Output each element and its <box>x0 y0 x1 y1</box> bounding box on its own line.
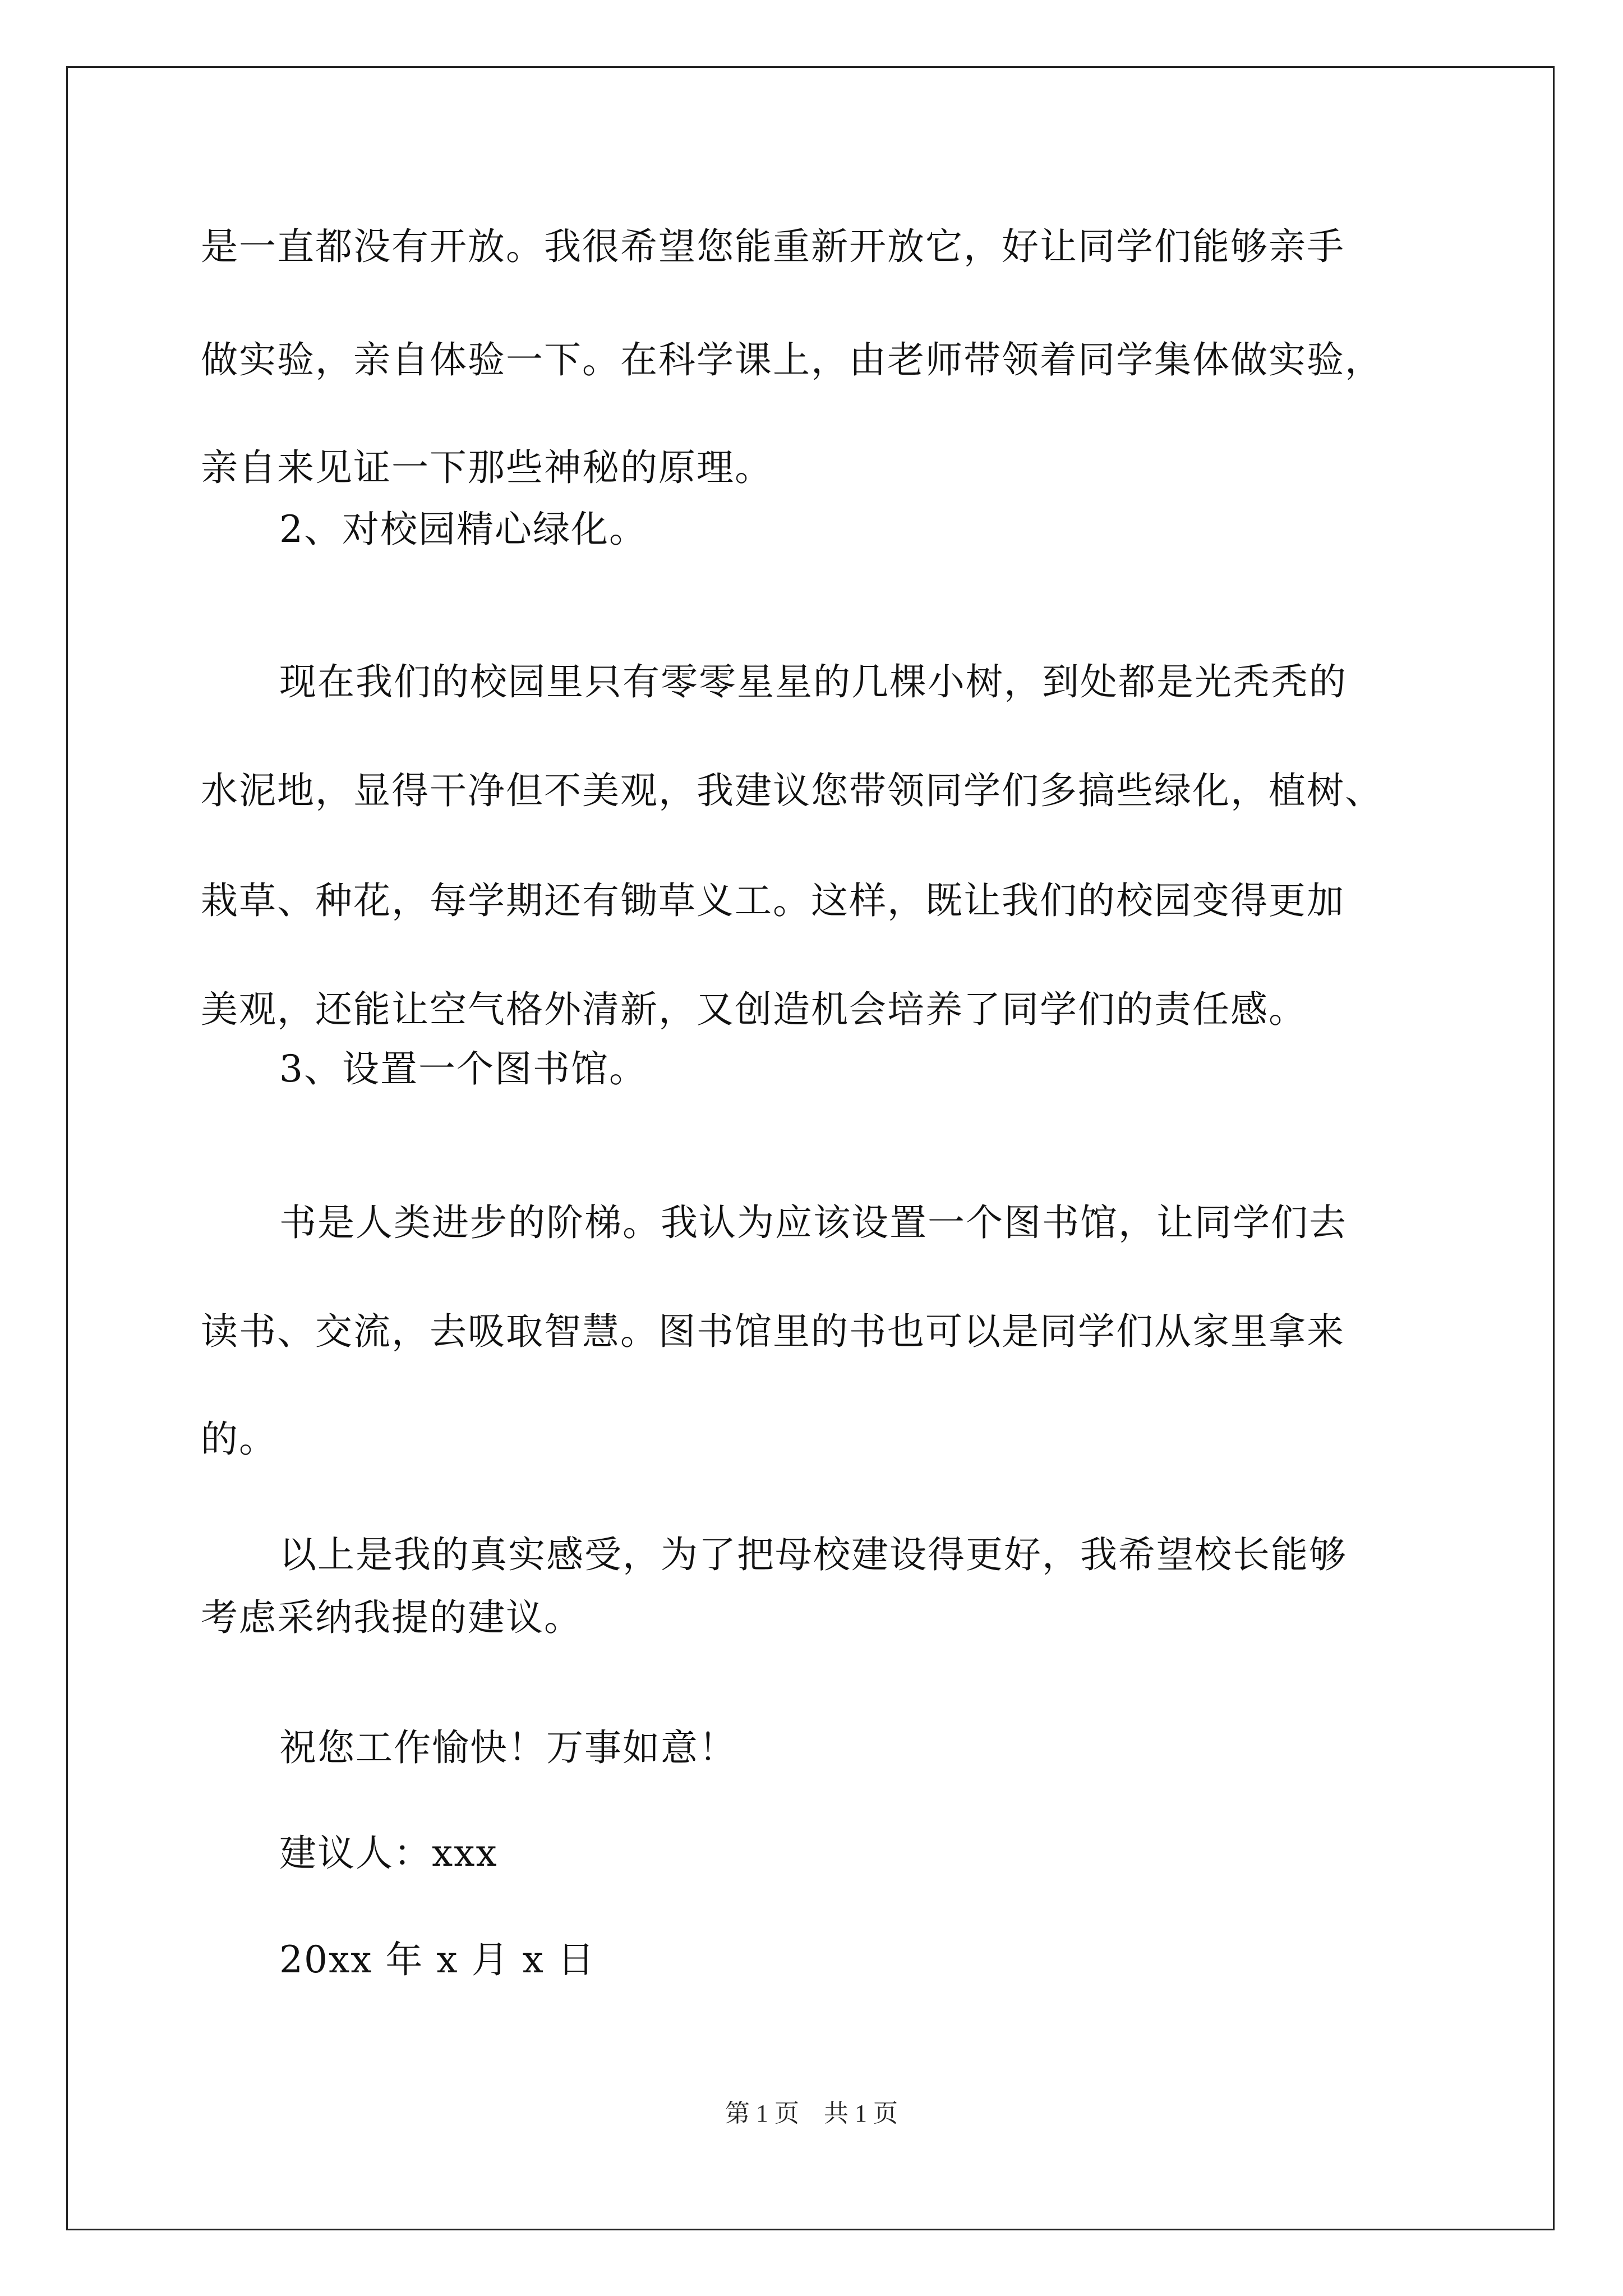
date-line: 20xx 年 x 月 x 日 <box>279 1938 596 1981</box>
section-heading-3: 3、设置一个图书馆。 <box>279 1047 647 1091</box>
page-border <box>66 66 1555 2230</box>
signer: 建议人：xxx <box>279 1832 498 1875</box>
body-line: 现在我们的校园里只有零零星星的几棵小树，到处都是光秃秃的 <box>279 660 1347 703</box>
body-line: 做实验，亲自体验一下。在科学课上，由老师带领着同学集体做实验， <box>201 338 1383 381</box>
body-line: 水泥地，显得干净但不美观，我建议您带领同学们多搞些绿化，植树、 <box>201 769 1383 812</box>
body-line: 考虑采纳我提的建议。 <box>201 1596 582 1639</box>
body-line: 亲自来见证一下那些神秘的原理。 <box>201 446 773 489</box>
body-line: 书是人类进步的阶梯。我认为应该设置一个图书馆，让同学们去 <box>279 1201 1347 1244</box>
body-line: 读书、交流，去吸取智慧。图书馆里的书也可以是同学们从家里拿来 <box>201 1310 1345 1353</box>
body-line: 以上是我的真实感受，为了把母校建设得更好，我希望校长能够 <box>279 1533 1347 1576</box>
section-heading-2: 2、对校园精心绿化。 <box>279 508 647 551</box>
closing-greeting: 祝您工作愉快！万事如意！ <box>279 1726 737 1769</box>
page-number-footer: 第 1 页 共 1 页 <box>725 2100 898 2127</box>
body-line: 的。 <box>201 1418 277 1461</box>
body-line: 是一直都没有开放。我很希望您能重新开放它，好让同学们能够亲手 <box>201 225 1345 268</box>
body-line: 栽草、种花，每学期还有锄草义工。这样，既让我们的校园变得更加 <box>201 879 1345 922</box>
body-line: 美观，还能让空气格外清新，又创造机会培养了同学们的责任感。 <box>201 988 1307 1031</box>
